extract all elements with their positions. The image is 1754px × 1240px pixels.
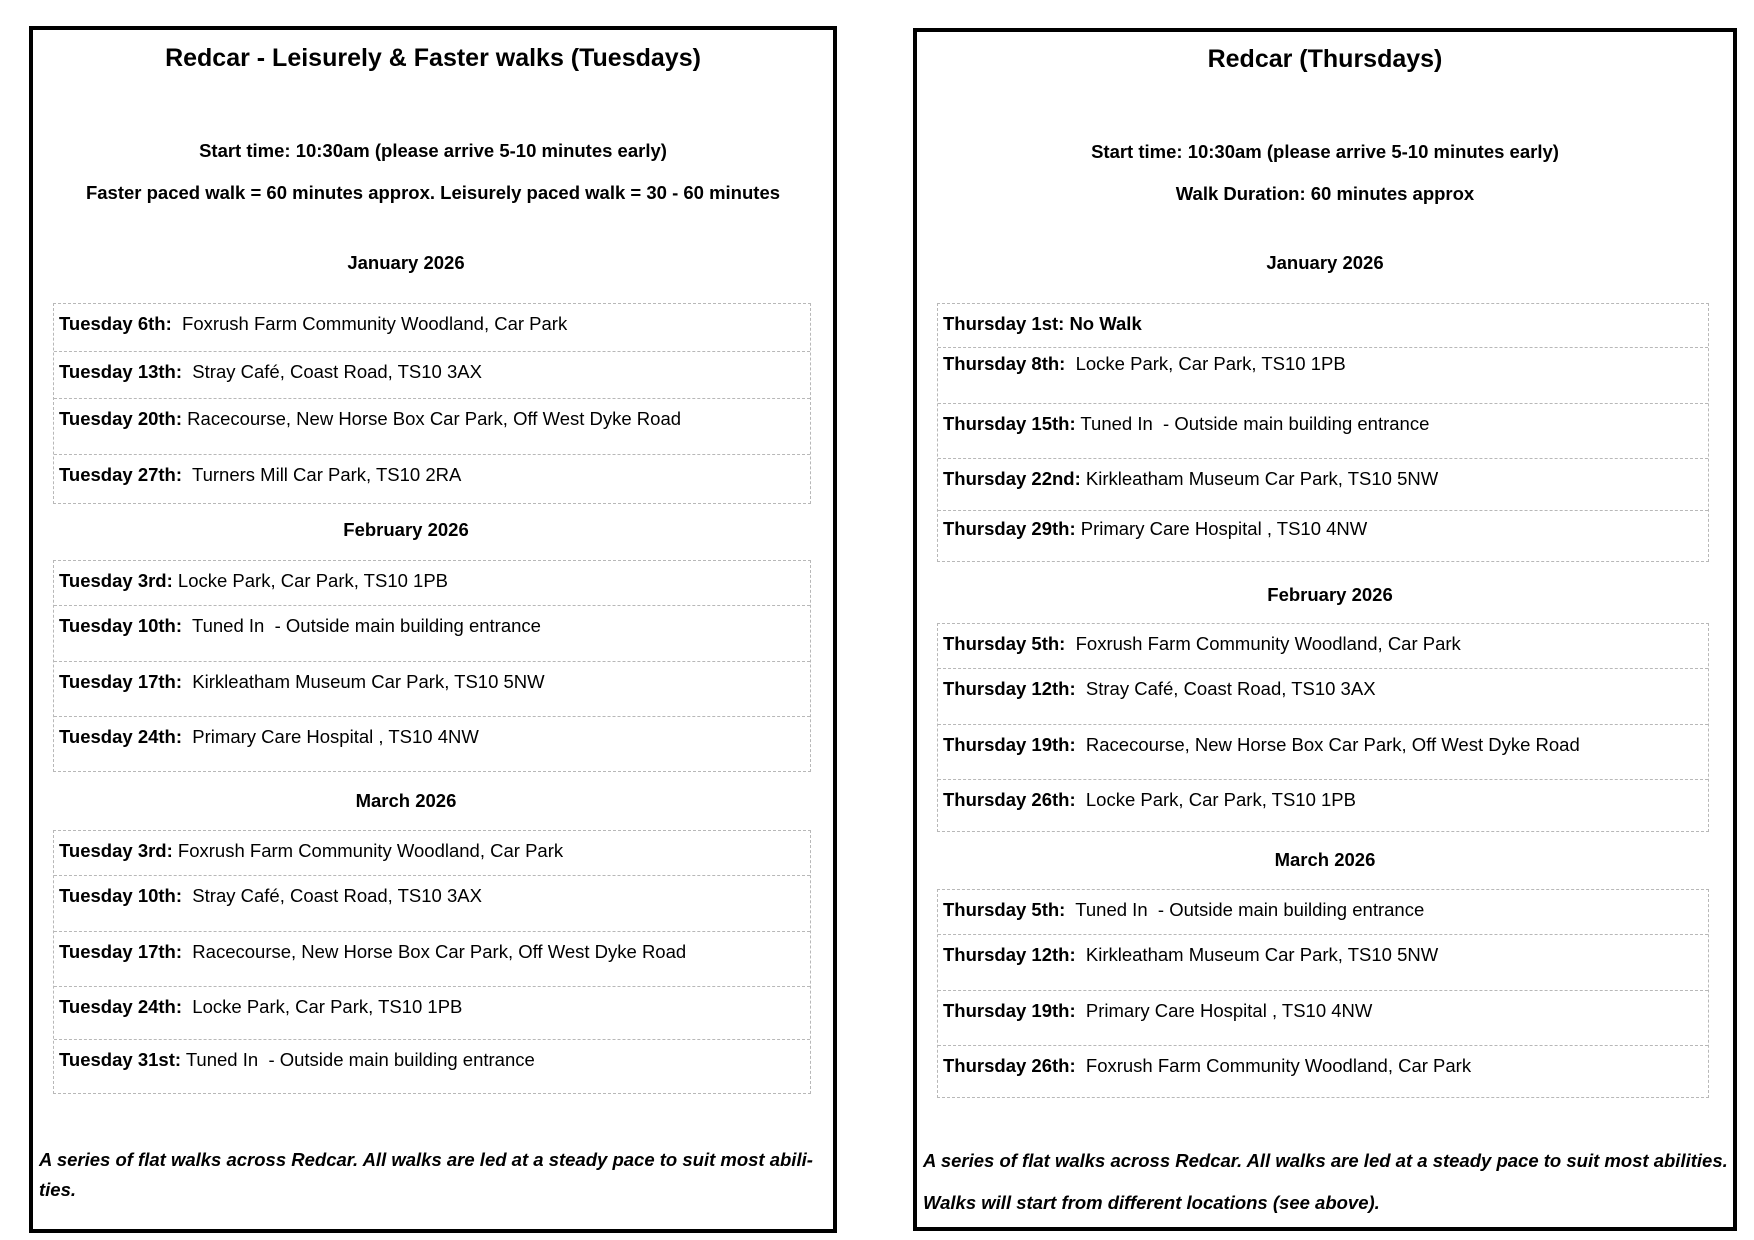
walk-location: Racecourse, New Horse Box Car Park, Off West Dyke Road: [1075, 734, 1580, 755]
walk-row: [54, 875, 810, 931]
walk-location: Turners Mill Car Park, TS10 2RA: [182, 464, 462, 485]
start-time: Start time: 10:30am (please arrive 5-10 minutes early): [199, 140, 667, 161]
walk-day: Thursday 12th:: [943, 944, 1076, 965]
walk-location: Foxrush Farm Community Woodland, Car Park: [172, 840, 564, 861]
walk-row: [938, 934, 1708, 990]
month-heading: February 2026: [343, 519, 469, 540]
walk-location: Racecourse, New Horse Box Car Park, Off West Dyke Road: [182, 408, 682, 429]
walk-location: Kirkleatham Museum Car Park, TS10 5NW: [182, 671, 545, 692]
walk-location: Kirkleatham Museum Car Park, TS10 5NW: [1080, 468, 1439, 489]
walk-day: Tuesday 6th:: [59, 313, 172, 334]
walk-day: Tuesday 27th:: [59, 464, 183, 485]
walk-row: [54, 931, 810, 986]
footer-note: A series of flat walks across Redcar. All walks are led at a steady pace to suit most abili-: [39, 1149, 813, 1170]
walk-row: [938, 510, 1708, 561]
walk-row: [938, 624, 1708, 668]
month-heading: February 2026: [1267, 584, 1393, 605]
walk-row: [938, 779, 1708, 831]
walk-table: [53, 303, 811, 504]
walk-location: Foxrush Farm Community Woodland, Car Park: [1075, 1055, 1472, 1076]
walk-row: [938, 890, 1708, 934]
walk-location: Primary Care Hospital , TS10 4NW: [1075, 1000, 1373, 1021]
walk-table: [937, 623, 1709, 832]
walk-row: [54, 398, 810, 454]
walk-day: Tuesday 17th:: [59, 671, 183, 692]
walk-day: Thursday 8th:: [943, 353, 1066, 374]
walk-table: [937, 889, 1709, 1098]
walk-location: Racecourse, New Horse Box Car Park, Off West Dyke Road: [182, 941, 687, 962]
walk-day: Thursday 15th:: [943, 413, 1076, 434]
month-heading: January 2026: [1266, 252, 1384, 273]
walk-day: Thursday 19th:: [943, 734, 1076, 755]
month-heading: January 2026: [347, 252, 465, 273]
walk-day: Thursday 1st: No Walk: [943, 313, 1142, 334]
walk-location: Locke Park, Car Park, TS10 1PB: [1075, 789, 1356, 810]
walk-duration: Walk Duration: 60 minutes approx: [1175, 183, 1475, 204]
month-heading: March 2026: [355, 790, 457, 811]
walk-row: [54, 1039, 810, 1093]
footer-note-continued: Walks will start from different locations (see above).: [923, 1192, 1380, 1213]
footer-note: A series of flat walks across Redcar. All walks are led at a steady pace to suit most abilities.: [923, 1150, 1728, 1171]
walk-day: Thursday 12th:: [943, 678, 1076, 699]
walk-day: Thursday 5th:: [943, 633, 1066, 654]
walk-row: [54, 351, 810, 398]
walk-location: Locke Park, Car Park, TS10 1PB: [1065, 353, 1346, 374]
page-title: Redcar - Leisurely & Faster walks (Tuesdays): [165, 44, 701, 72]
walk-row: [54, 661, 810, 716]
month-heading: March 2026: [1274, 849, 1376, 870]
walk-day: Tuesday 10th:: [59, 615, 183, 636]
walk-row: [938, 1045, 1708, 1097]
walk-table: [53, 560, 811, 772]
walk-day: Tuesday 3rd:: [59, 840, 173, 861]
thursday-schedule-panel: [913, 28, 1737, 1231]
walk-row: [938, 458, 1708, 510]
walk-row: [938, 668, 1708, 724]
walk-day: Tuesday 3rd:: [59, 570, 173, 591]
walk-day: Tuesday 24th:: [59, 726, 183, 747]
walk-day: Tuesday 10th:: [59, 885, 183, 906]
walk-day: Thursday 29th:: [943, 518, 1076, 539]
walk-row: [54, 304, 810, 351]
walk-row: [938, 724, 1708, 779]
walk-row: [54, 831, 810, 875]
walk-table: [937, 303, 1709, 562]
walk-location: Locke Park, Car Park, TS10 1PB: [182, 996, 463, 1017]
walk-row: [938, 990, 1708, 1045]
walk-location: Locke Park, Car Park, TS10 1PB: [172, 570, 449, 591]
walk-location: Tuned In - Outside main building entrance: [181, 1049, 535, 1070]
walk-location: Stray Café, Coast Road, TS10 3AX: [182, 361, 482, 382]
walk-location: Foxrush Farm Community Woodland, Car Park: [171, 313, 568, 334]
walk-day: Tuesday 31st:: [59, 1049, 182, 1070]
walk-day: Thursday 26th:: [943, 789, 1076, 810]
walk-day: Tuesday 17th:: [59, 941, 183, 962]
walk-location: Primary Care Hospital , TS10 4NW: [1075, 518, 1368, 539]
walk-row: [54, 561, 810, 605]
walk-row: [54, 454, 810, 503]
walk-duration: Faster paced walk = 60 minutes approx. Leisurely paced walk = 30 - 60 minutes: [85, 182, 781, 203]
walk-row: [54, 986, 810, 1039]
walk-location: Foxrush Farm Community Woodland, Car Park: [1065, 633, 1461, 654]
walk-day: Tuesday 24th:: [59, 996, 183, 1017]
walk-row: [938, 304, 1708, 347]
walk-row: [54, 605, 810, 661]
walk-location: Kirkleatham Museum Car Park, TS10 5NW: [1075, 944, 1439, 965]
walk-row: [938, 403, 1708, 458]
page-title: Redcar (Thursdays): [1207, 45, 1443, 73]
start-time: Start time: 10:30am (please arrive 5-10 minutes early): [1091, 141, 1559, 162]
walk-location: Tuned In - Outside main building entrance: [1075, 413, 1430, 434]
walk-day: Tuesday 13th:: [59, 361, 183, 382]
walk-row: [938, 347, 1708, 403]
footer-note-continued: ties.: [39, 1179, 77, 1200]
walk-location: Stray Café, Coast Road, TS10 3AX: [1075, 678, 1376, 699]
walk-day: Thursday 26th:: [943, 1055, 1076, 1076]
walk-row: [54, 716, 810, 771]
walk-location: Primary Care Hospital , TS10 4NW: [182, 726, 479, 747]
walk-location: Tuned In - Outside main building entrance: [182, 615, 541, 636]
tuesday-schedule-panel: [29, 26, 837, 1233]
walk-location: Stray Café, Coast Road, TS10 3AX: [182, 885, 482, 906]
walk-day: Thursday 19th:: [943, 1000, 1076, 1021]
walk-table: [53, 830, 811, 1094]
walk-day: Thursday 22nd:: [943, 468, 1081, 489]
walk-day: Tuesday 20th:: [59, 408, 183, 429]
walk-location: Tuned In - Outside main building entrance: [1065, 899, 1425, 920]
walk-day: Thursday 5th:: [943, 899, 1066, 920]
